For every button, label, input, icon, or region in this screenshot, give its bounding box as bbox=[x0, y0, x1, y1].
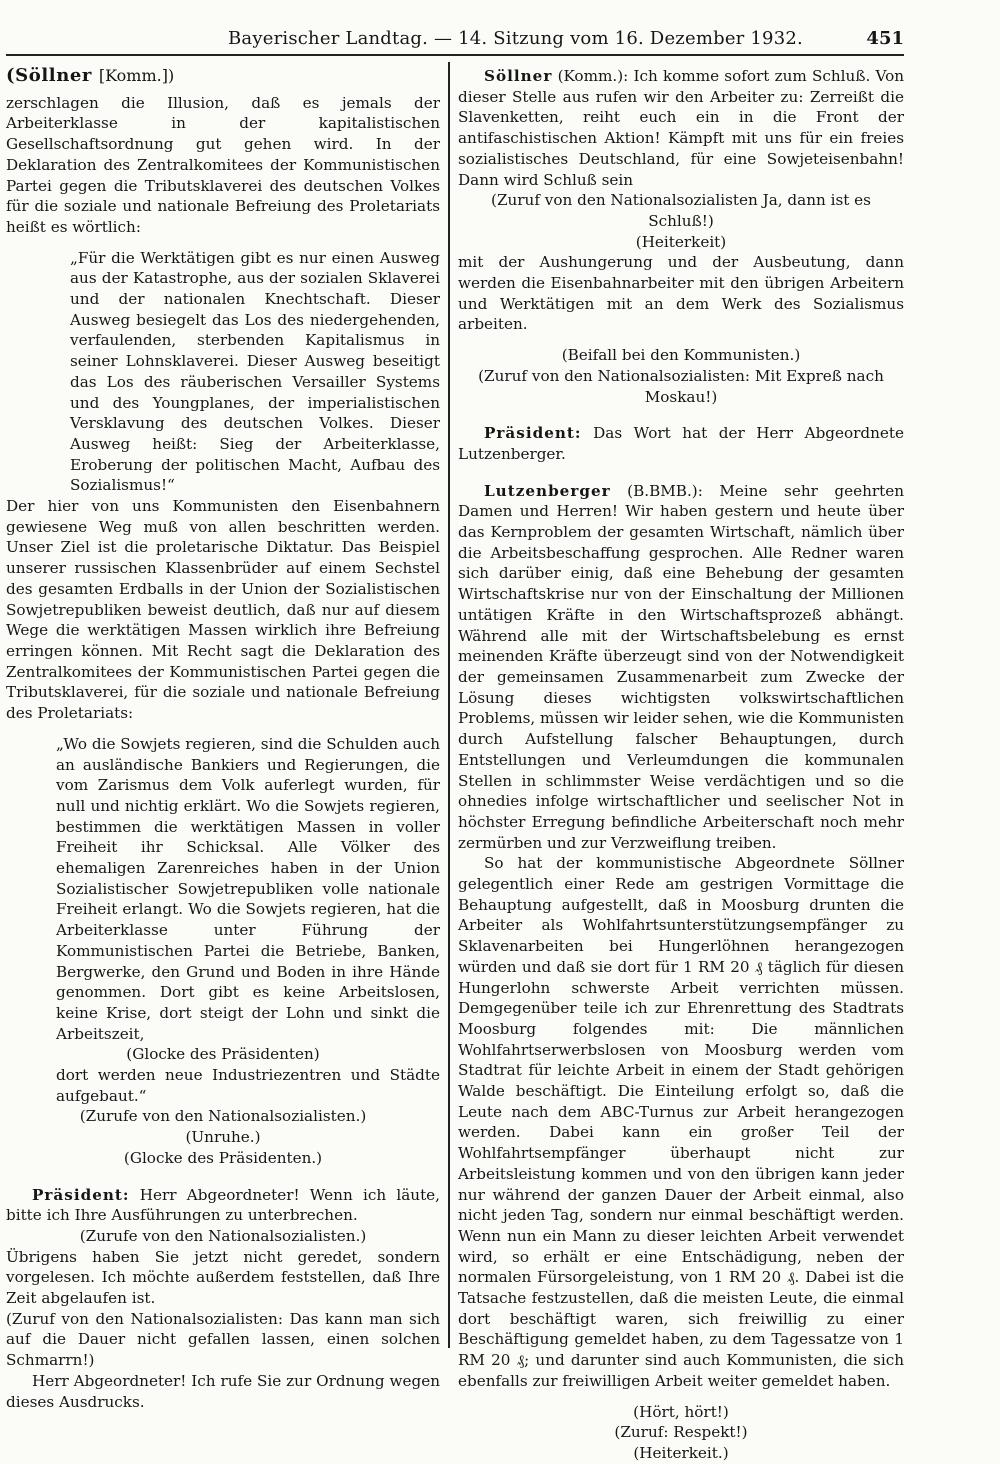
speaker-name: Präsident: bbox=[484, 424, 582, 443]
continued-speaker-heading bbox=[6, 66, 440, 87]
paragraph: So hat der kommunistische Abgeordnete Söllner gelegentlich einer Rede am gestrigen Vormittage die Behauptung aufgestellt, daß in Moosburg drunten die Arbeiter als Wohlfahrtsunterstützungsempfänger zu Sklavenarbeiten bei Hungerlöhnen herangezogen würden und daß sie dort für 1 RM 20 ₰ täglich für diesen Hungerlohn schwerste Arbeit verrichten müssen. Demgegenüber teile ich zur Ehrenrettung des Stadtrats Moosburg folgendes mit: Die männlichen Wohlfahrtserwerbslosen von Moosburg werden vom Stadtrat für leichte Arbeit in einem der Stadt gehörigen Walde beschäftigt. Die Einteilung erfolgt so, daß die Leute nach dem ABC-Turnus zur Arbeit herangezogen werden. Dabei kann ein großer Teil der Wohlfahrtsempfänger überhaupt nicht zur Arbeitsleistung kommen und von den übrigen kann jeder nur während der ganzen Dauer der Arbeit einmal, also nicht jeden Tag, sondern nur einmal beschäftigt werden. Wenn nun ein Mann zu dieser leichten Arbeit verwendet wird, so erhält er eine Entschädigung, neben der normalen Fürsorgeleistung, von 1 RM 20 ₰. Dabei ist die Tatsache festzustellen, daß die meisten Leute, die einmal dort beschäftigt waren, sich freiwillig zu einer Beschäftigung gemeldet haben, zu dem Tagessatze von 1 RM 20 ₰; und darunter sind auch Kommunisten, die sich ebenfalls zur freiwilligen Arbeit weiter gemeldet haben. bbox=[458, 854, 904, 1390]
speech-paragraph bbox=[458, 481, 904, 854]
stage-direction: (Hört, hört!) bbox=[633, 1402, 729, 1421]
paragraph: mit der Aushungerung und der Ausbeutung, dann werden die Eisenbahnarbeiter mit den übrigen Arbeitern und Werktätigen mit an dem Werk des Sozialismus arbeiten. bbox=[458, 253, 904, 334]
president-remark bbox=[6, 1185, 440, 1226]
stage-direction: (Zuruf von den Nationalsozialisten: Das kann man sich auf die Dauer nicht gefallen lassen, einen solchen Schmarrn!) bbox=[6, 1309, 440, 1370]
stage-direction: (Beifall bei den Kommunisten.) bbox=[561, 346, 801, 365]
paragraph: Der hier von uns Kommunisten den Eisenbahnern gewiesene Weg muß von allen beschritten werden. Unser Ziel ist die proletarische Diktatur. Das Beispiel unserer russischen Klassenbrüder auf einem Sechstel des gesamten Erdballs in der Union der Sozialistischen Sowjetrepubliken beweist deutlich, daß nur auf diesem Wege die werktätigen Massen wirklich ihre Befreiung erringen können. Mit Recht sagt die Deklaration des Zentralkomitees der Kommunistischen Partei gegen die Tributsklaverei, für die soziale und nationale Befreiung des Proletariats: bbox=[6, 497, 440, 723]
president-remark bbox=[458, 423, 904, 464]
speech-text: Das Wort hat der Herr Abgeordnete Lutzenberger. bbox=[458, 424, 904, 463]
speaker-name: (Söllner bbox=[6, 65, 93, 86]
speaker-name: Söllner bbox=[484, 67, 553, 85]
quotation: dort werden neue Industriezentren und Städte aufgebaut.“ bbox=[56, 1066, 440, 1105]
stage-direction: (Heiterkeit) bbox=[635, 232, 727, 251]
stage-direction: (Glocke des Präsidenten) bbox=[126, 1045, 320, 1064]
paragraph: zerschlagen die Illusion, daß es jemals der Arbeiterklasse in der kapitalistischen Gesellschaftsordnung gut gehen wird. In der Deklaration des Zentralkomitees der Kommunistischen Partei gegen die Tributsklaverei des deutschen Volkes für die soziale und nationale Befreiung des Proletariats heißt es wörtlich: bbox=[6, 93, 440, 236]
stage-direction: (Zuruf von den Nationalsozialisten Ja, dann ist es Schluß!) bbox=[491, 191, 871, 230]
speech-text: (B.BMB.): Meine sehr geehrten Damen und Herren! Wir haben gestern und heute über das Kernproblem der gesamten Wirtschaft, nämlich über die Arbeitsbeschaffung gesprochen. Alle Redner waren sich darüber einig, daß eine Behebung der gesamten Wirtschaftskrise nur von der Einschaltung der Millionen untätigen Kräfte in den Wirtschaftsprozeß abhängt. Während alle mit der Wirtschaftsbelebung es ernst meinenden Kräfte überzeugt sind von der Notwendigkeit der gemeinsamen Zusammenarbeit zum Zwecke der Lösung dieses wichtigsten volkswirtschaftlichen Problems, müssen wir leider sehen, wie die Kommunisten durch Aufstellung falscher Behauptungen, durch Entstellungen und Verleumdungen die kommunalen Stellen in schlimmster Weise verdächtigen und so die ohnedies infolge wirtschaftlicher und seelischer Not in höchster Erregung befindliche Arbeiterschaft noch mehr zermürben und zur Verzweiflung treiben. bbox=[458, 481, 904, 852]
running-title: Bayerischer Landtag. — 14. Sitzung vom 16. Dezember 1932. bbox=[228, 28, 803, 49]
stage-direction: (Zurufe von den Nationalsozialisten.) bbox=[79, 1107, 367, 1126]
stage-direction: (Zuruf von den Nationalsozialisten: Mit Expreß nach Moskau!) bbox=[478, 366, 884, 406]
stage-direction: (Unruhe.) bbox=[185, 1128, 261, 1147]
speech-text: Herr Abgeordneter! Wenn ich läute, bitte ich Ihre Ausführungen zu unterbrechen. bbox=[6, 1185, 441, 1225]
left-column bbox=[6, 66, 440, 1412]
speech-text: (Komm.): Ich komme sofort zum Schluß. Von dieser Stelle aus rufen wir den Arbeiter zu: Zerreißt die Slavenketten, reiht euch ein in die Front der antifaschistischen Aktion! Kämpft mit uns für ein freies sozialistisches Deutschland, für eine Sowjeteisenbahn! Dann wird Schluß sein bbox=[458, 67, 904, 189]
paragraph: Übrigens haben Sie jetzt nicht geredet, sondern vorgelesen. Ich möchte außerdem feststellen, daß Ihre Zeit abgelaufen ist. bbox=[6, 1247, 440, 1308]
stage-direction: (Zurufe von den Nationalsozialisten.) bbox=[79, 1226, 367, 1245]
column-divider bbox=[448, 62, 450, 1348]
quotation: „Wo die Sowjets regieren, sind die Schulden auch an ausländische Bankiers und Regierungen, die vom Zarismus dem Volk auferlegt wurden, für null und nichtig erklärt. Wo die Sowjets regieren, bestimmen die werktätigen Massen in voller Freiheit ihr Schicksal. Alle Völker des ehemaligen Zarenreiches haben in der Union Sozialistischer Sowjetrepubliken volle nationale Freiheit erlangt. Wo die Sowjets regieren, hat die Arbeiterklasse unter Führung der Kommunistischen Partei die Betriebe, Banken, Bergwerke, den Grund und Boden in ihre Hände genommen. Dort gibt es keine Arbeitslosen, keine Krise, dort steigt der Lohn und sinkt die Arbeitszeit, bbox=[56, 734, 440, 1043]
header-rule bbox=[6, 54, 904, 56]
speaker-party: [Komm.]) bbox=[98, 66, 175, 85]
stage-direction: (Zuruf: Respekt!) bbox=[614, 1423, 748, 1442]
speaker-name: Präsident: bbox=[32, 1185, 130, 1204]
speech-paragraph bbox=[458, 66, 904, 190]
stage-direction: (Glocke des Präsidenten.) bbox=[123, 1148, 323, 1167]
paragraph: Herr Abgeordneter! Ich rufe Sie zur Ordnung wegen dieses Ausdrucks. bbox=[6, 1371, 440, 1411]
stage-direction: (Heiterkeit.) bbox=[633, 1444, 729, 1462]
quotation: „Für die Werktätigen gibt es nur einen Ausweg aus der Katastrophe, aus der sozialen Sklaverei und der nationalen Knechtschaft. Dieser Ausweg besiegelt das Los des niedergehenden, verfaulenden, sterbenden Kapitalismus in seiner Lohnsklaverei. Dieser Ausweg beseitigt das Los des räuberischen Versailler Systems und des Youngplanes, der imperialistischen Versklavung des deutschen Volkes. Dieser Ausweg heißt: Sieg der Arbeiterklasse, Eroberung der politischen Macht, Aufbau des Sozialismus!“ bbox=[70, 248, 440, 495]
right-column bbox=[458, 66, 904, 1464]
page-number: 451 bbox=[866, 28, 904, 49]
speaker-name: Lutzenberger bbox=[484, 481, 611, 500]
